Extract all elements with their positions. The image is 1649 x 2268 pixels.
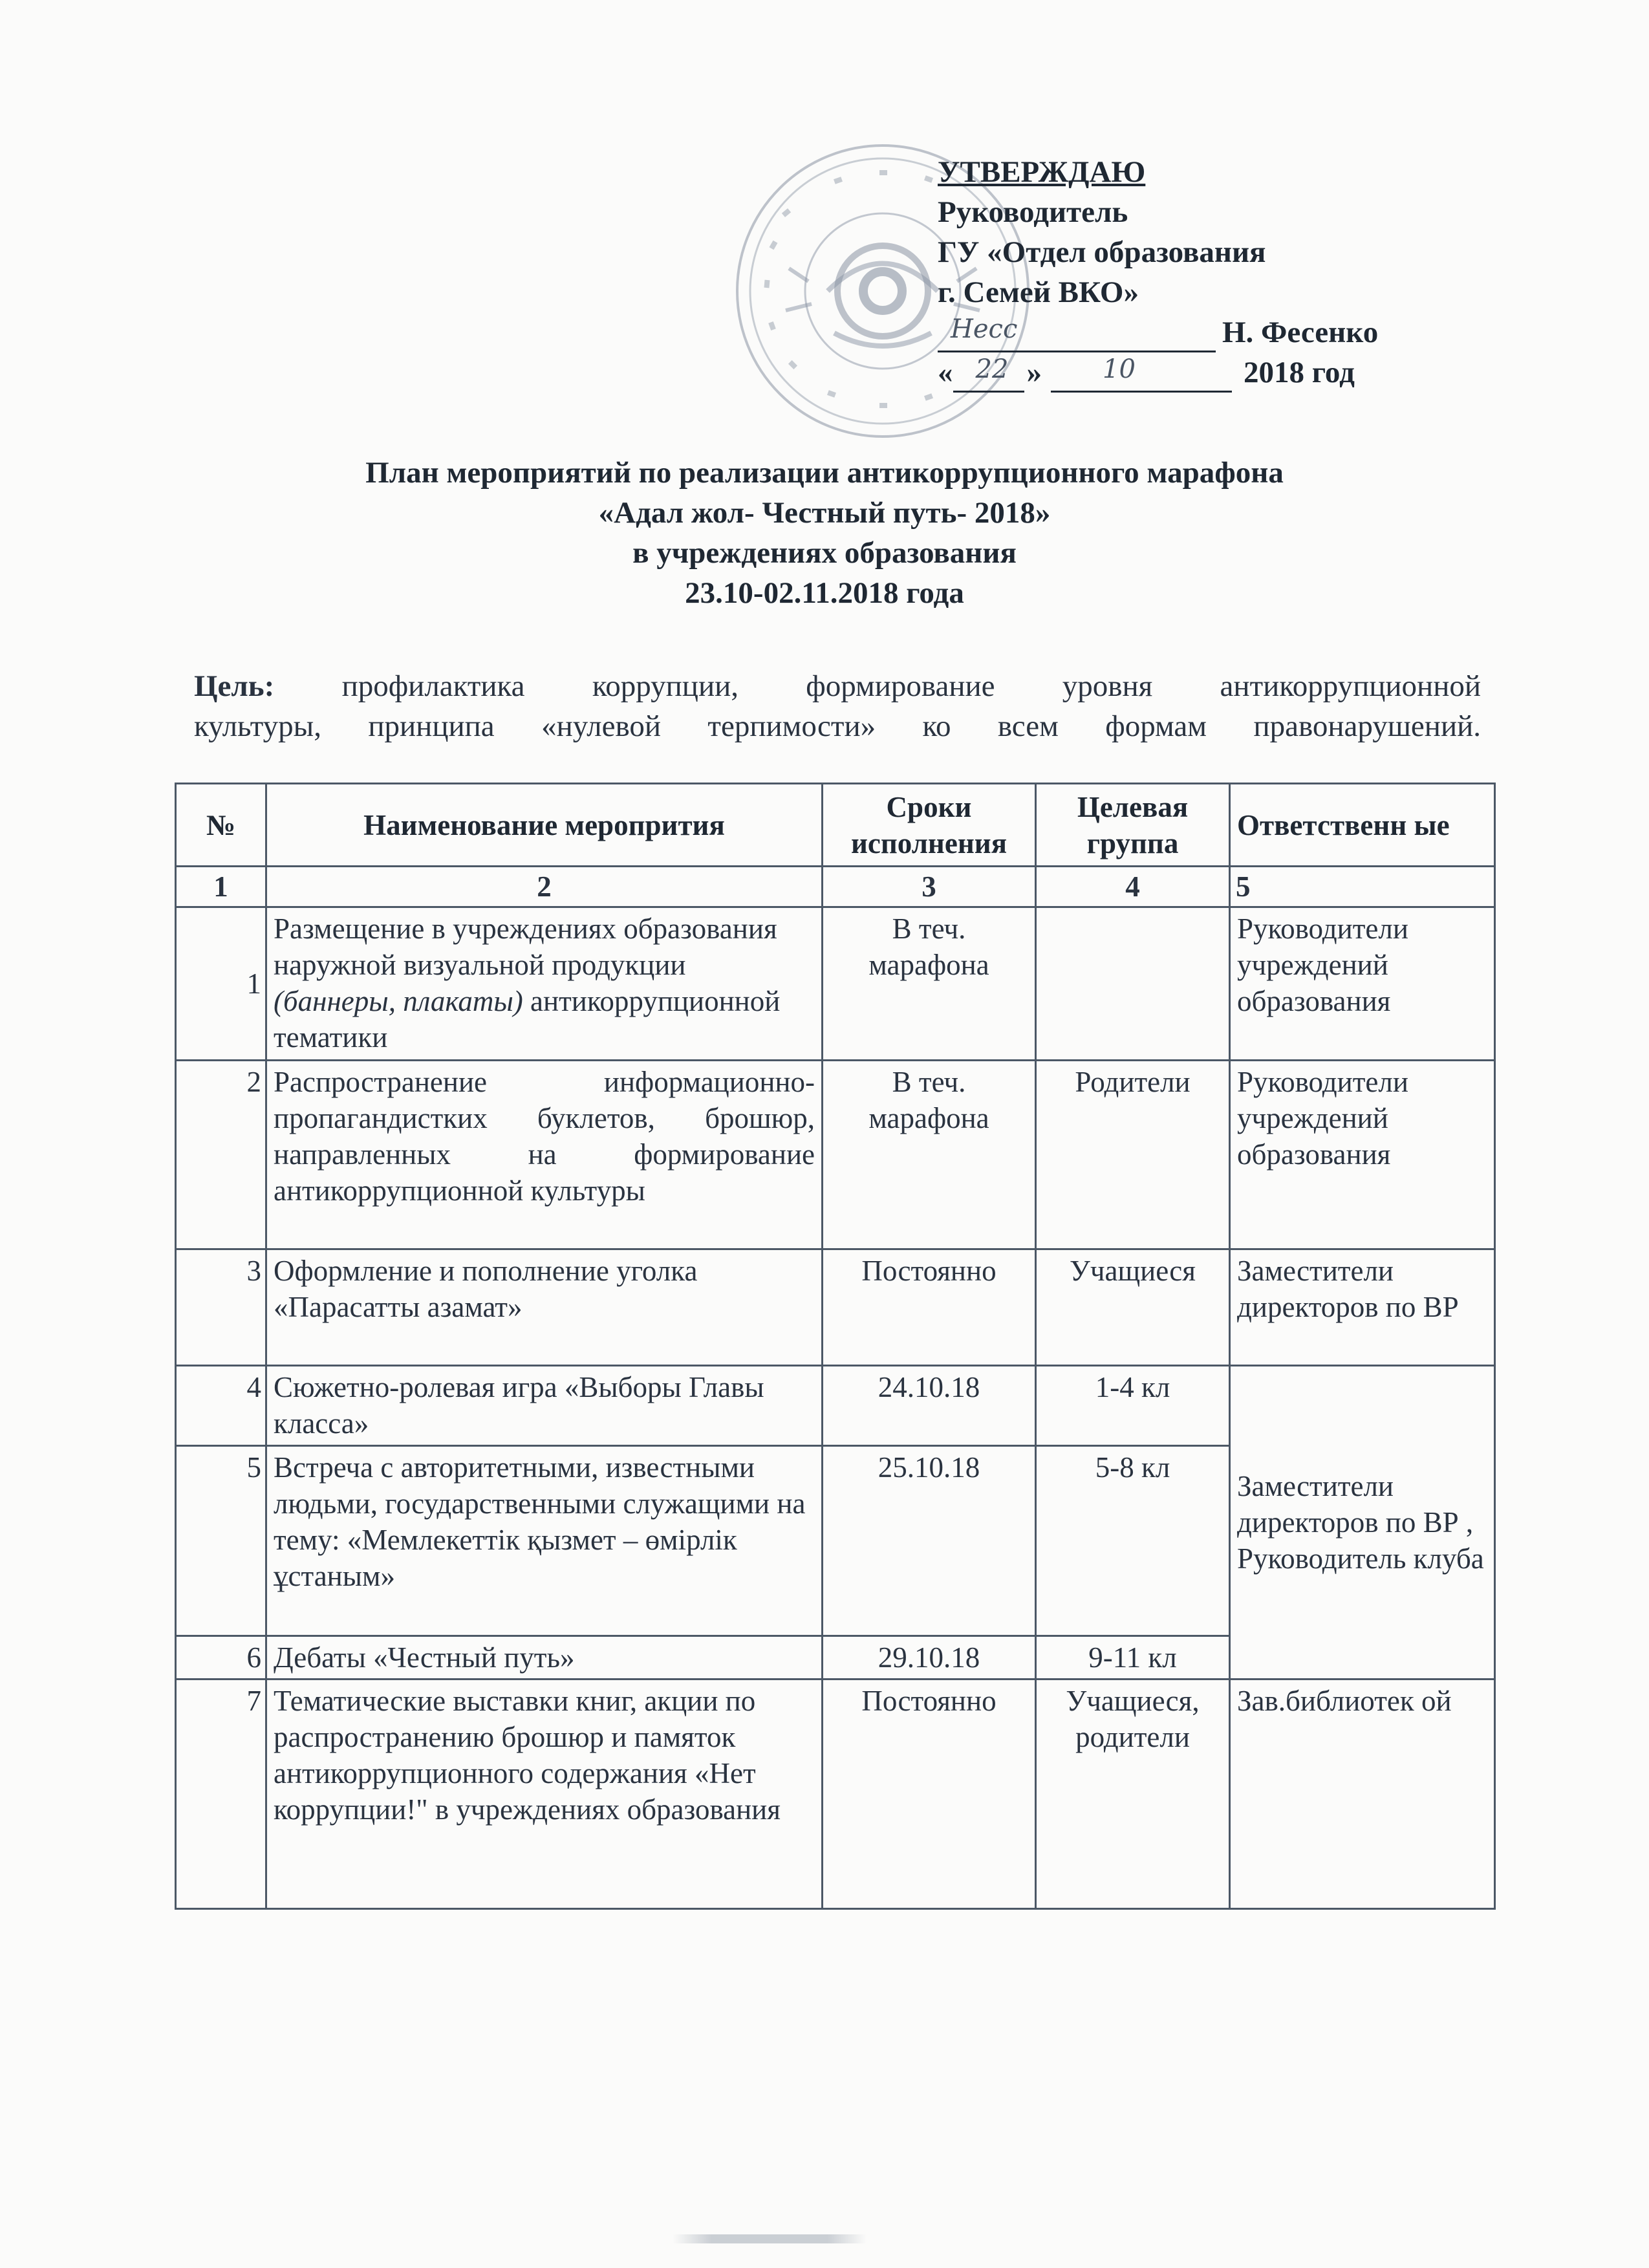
row-name-last: антикоррупционной культуры — [274, 1174, 645, 1207]
goal-text-1: профилактика коррупции, формирование уровня антикоррупционной — [341, 669, 1481, 703]
row-number: 2 — [176, 1061, 266, 1249]
plan-table — [175, 783, 1496, 1910]
row-name-text-end: антикоррупционной тематики — [274, 985, 781, 1053]
row-number: 5 — [176, 1446, 266, 1636]
row-name — [266, 907, 823, 1061]
date-day-blank — [953, 354, 1024, 393]
row-term: В теч. марафона — [823, 907, 1036, 1061]
date-quote-open: « — [938, 356, 953, 389]
row-group: 9-11 кл — [1036, 1636, 1230, 1679]
table-row — [176, 1366, 1495, 1446]
approval-signature-line — [938, 312, 1442, 352]
document-title — [162, 453, 1487, 613]
header-responsible: Ответственн ые — [1230, 784, 1495, 867]
date-year: 2018 год — [1244, 356, 1355, 389]
col-number: 2 — [266, 867, 823, 907]
row-name-text: Размещение в учреждениях образования наружной визуальной продукции — [274, 913, 777, 981]
header-term: Сроки исполнения — [823, 784, 1036, 867]
row-name: Дебаты «Честный путь» — [266, 1636, 823, 1679]
row-responsible: Руководители учреждений образования — [1230, 1061, 1495, 1249]
row-name-text: Распространение информационно-пропагандистких буклетов, брошюр, направленных на формирование — [274, 1066, 815, 1171]
approval-date-line — [938, 352, 1442, 393]
header-name: Наименование меропрития — [266, 784, 823, 867]
row-name: Встреча с авторитетными, известными людьми, государственными служащими на тему: «Мемлекеттік қызмет – өмірлік ұстаным» — [266, 1446, 823, 1636]
goal-line-1 — [194, 666, 1481, 706]
table-row — [176, 1249, 1495, 1366]
date-month-blank — [1051, 354, 1232, 393]
row-name: Тематические выставки книг, акции по распространению брошюр и памяток антикоррупционного содержания «Нет коррупции!" в учреждениях образования — [266, 1679, 823, 1909]
row-term: 24.10.18 — [823, 1366, 1036, 1446]
row-group: Учащиеся, родители — [1036, 1679, 1230, 1909]
table-row — [176, 907, 1495, 1061]
handwritten-signature: Несс — [951, 314, 1018, 344]
goal-paragraph — [194, 666, 1481, 746]
approval-org-line2: г. Семей ВКО» — [938, 275, 1139, 309]
row-group — [1036, 907, 1230, 1061]
header-group: Целевая группа — [1036, 784, 1230, 867]
row-number: 3 — [176, 1249, 266, 1366]
row-number: 4 — [176, 1366, 266, 1446]
header-number: № — [176, 784, 266, 867]
signatory-name: Н. Фесенко — [1222, 316, 1379, 349]
row-number: 6 — [176, 1636, 266, 1679]
title-line-4: 23.10-02.11.2018 года — [685, 576, 964, 610]
approval-block — [938, 152, 1442, 393]
row-group: 5-8 кл — [1036, 1446, 1230, 1636]
approval-org-line1: ГУ «Отдел образования — [938, 235, 1266, 269]
row-term: 29.10.18 — [823, 1636, 1036, 1679]
row-term: 25.10.18 — [823, 1446, 1036, 1636]
scan-artifact — [673, 2234, 867, 2243]
title-line-2: «Адал жол- Честный путь- 2018» — [598, 496, 1051, 530]
col-number: 1 — [176, 867, 266, 907]
signature-blank — [938, 314, 1216, 352]
row-group: 1-4 кл — [1036, 1366, 1230, 1446]
goal-text-2: культуры, принципа «нулевой терпимости» ко всем формам правонарушений. — [194, 709, 1481, 743]
col-number: 4 — [1036, 867, 1230, 907]
row-responsible-merged: Заместители директоров по ВР , Руководитель клуба — [1230, 1366, 1495, 1679]
column-number-row — [176, 867, 1495, 907]
row-term: В теч. марафона — [823, 1061, 1036, 1249]
table-header-row — [176, 784, 1495, 867]
table-row — [176, 1679, 1495, 1909]
title-line-3: в учреждениях образования — [632, 536, 1017, 570]
row-group: Учащиеся — [1036, 1249, 1230, 1366]
row-name: Оформление и пополнение уголка «Парасатты азамат» — [266, 1249, 823, 1366]
date-day: 22 — [975, 354, 1009, 384]
date-month: 10 — [1103, 354, 1136, 384]
row-responsible: Заместители директоров по ВР — [1230, 1249, 1495, 1366]
row-name: Сюжетно-ролевая игра «Выборы Главы класса» — [266, 1366, 823, 1446]
row-responsible: Зав.библиотек ой — [1230, 1679, 1495, 1909]
row-number: 7 — [176, 1679, 266, 1909]
row-term: Постоянно — [823, 1249, 1036, 1366]
table-row — [176, 1061, 1495, 1249]
row-term: Постоянно — [823, 1679, 1036, 1909]
row-responsible: Руководители учреждений образования — [1230, 907, 1495, 1061]
col-number: 5 — [1230, 867, 1495, 907]
row-name-italic: (баннеры, плакаты) — [274, 985, 523, 1017]
approval-heading: УТВЕРЖДАЮ — [938, 155, 1146, 189]
goal-label: Цель: — [194, 669, 275, 703]
approval-position: Руководитель — [938, 195, 1128, 229]
title-line-1: План мероприятий по реализации антикоррупционного марафона — [365, 456, 1284, 490]
date-quote-close: » — [1026, 356, 1042, 389]
row-group: Родители — [1036, 1061, 1230, 1249]
col-number: 3 — [823, 867, 1036, 907]
row-number: 1 — [176, 907, 266, 1061]
row-name — [266, 1061, 823, 1249]
